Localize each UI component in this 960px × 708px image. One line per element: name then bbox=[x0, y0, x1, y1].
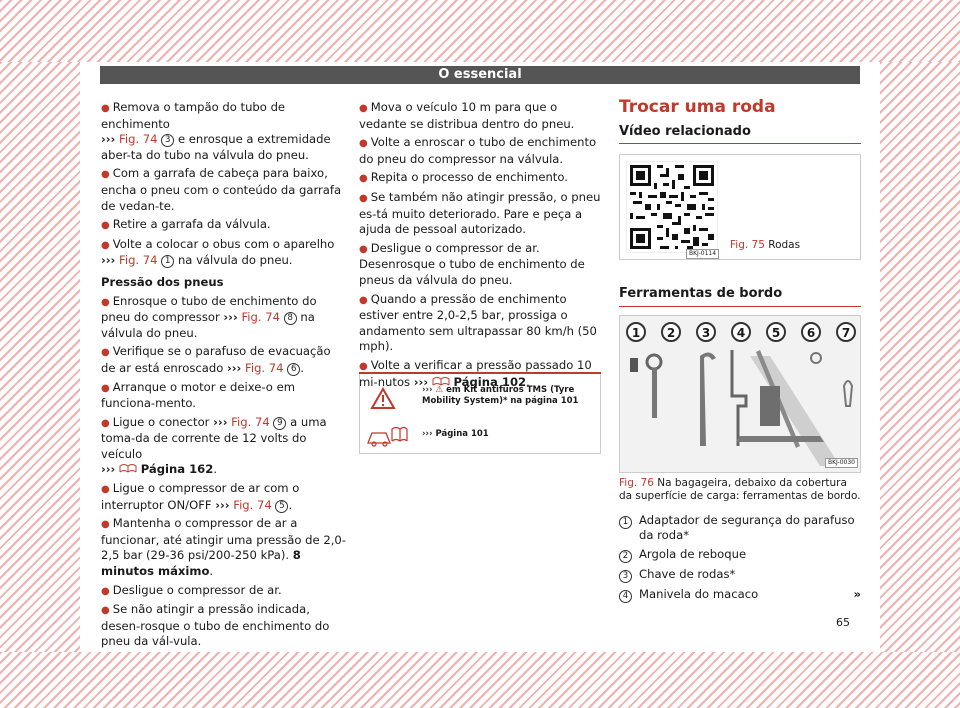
list-item: 1 Adaptador de segurança do parafuso da roda* bbox=[619, 513, 861, 543]
section-title: Trocar uma roda bbox=[619, 97, 776, 117]
step-item: ● Ligue o conector ››› Fig. 74 9 a uma toma-da de corrente de 12 volts do veículo ››› Página 162. bbox=[101, 414, 327, 477]
tool-callout: 1 bbox=[626, 322, 646, 342]
step-item: ● Volte a colocar o obus com o aparelho ››› Fig. 74 1 na válvula do pneu. bbox=[101, 236, 335, 268]
callout-number: 9 bbox=[273, 417, 286, 430]
tool-callout: 7 bbox=[836, 322, 856, 342]
tools-list bbox=[619, 513, 861, 603]
tool-callouts bbox=[626, 322, 856, 342]
continued-marker: » bbox=[853, 586, 861, 601]
figure-caption: Fig. 76 Na bagageira, debaixo da cobertura da superfície de carga: ferramentas de bordo. bbox=[619, 476, 861, 502]
step-item: ● Ligue o compressor de ar com o interruptor ON/OFF ››› Fig. 74 5 . bbox=[101, 481, 300, 512]
figure-link[interactable]: Fig. 74 bbox=[245, 360, 284, 375]
video-section-heading: Vídeo relacionado bbox=[619, 124, 861, 145]
figure-link[interactable]: Fig. 74 bbox=[233, 497, 272, 512]
column-3 bbox=[619, 97, 861, 607]
step-item: ● Se não atingir a pressão indicada, desen-rosque o tubo de enchimento do pneu da vál-vula. bbox=[101, 602, 330, 649]
decorative-hatch-top bbox=[0, 0, 960, 62]
step-item: ● Mova o veículo 10 m para que o vedante se distribua dentro do pneu. bbox=[359, 100, 575, 131]
column-1 bbox=[101, 100, 347, 653]
warning-triangle-icon bbox=[370, 387, 396, 410]
step-item: ● Volte a verificar a pressão passado 10 mi-nutos ››› Página 102. bbox=[359, 357, 592, 389]
step-item: ● Com a garrafa de cabeça para baixo, encha o pneu com o conteúdo da garrafa de vedan-te. bbox=[101, 166, 342, 213]
figure-76 bbox=[619, 315, 861, 473]
tool-callout: 4 bbox=[731, 322, 751, 342]
step-item: ● Se também não atingir pressão, o pneu es-tá muito deteriorado. Pare e peça a ajuda de pessoal autorizado. bbox=[359, 189, 601, 237]
page-number: 65 bbox=[836, 616, 850, 629]
step-item: ● Mantenha o compressor de ar a funcionar, até atingir uma pressão de 2,0-2,5 bar (29-36 psi/200-250 kPa). 8 minutos máximo. bbox=[101, 516, 346, 579]
tool-callout: 5 bbox=[766, 322, 786, 342]
decorative-hatch-left bbox=[0, 62, 80, 652]
figure-code: BKJ-0114 bbox=[686, 249, 719, 259]
tool-callout: 3 bbox=[696, 322, 716, 342]
tool-callout: 2 bbox=[661, 322, 681, 342]
note-link[interactable]: Página 101 bbox=[435, 429, 489, 439]
figure-caption: Fig. 75 Rodas bbox=[730, 239, 801, 252]
figure-link[interactable]: Fig. 74 bbox=[231, 414, 270, 429]
figure-link[interactable]: Fig. 74 bbox=[119, 253, 158, 268]
book-icon bbox=[119, 463, 137, 474]
step-item: ● Retire a garrafa da válvula. bbox=[101, 217, 271, 232]
tool-callout: 6 bbox=[801, 322, 821, 342]
warning-top-rule bbox=[359, 372, 601, 374]
warning-reference: ››› ⚠ em Kit antifuros TMS (Tyre Mobility System)* na página 101 bbox=[422, 385, 579, 406]
column-2 bbox=[359, 100, 605, 393]
step-item: ● Volte a enroscar o tubo de enchimento do pneu do compressor na válvula. bbox=[359, 135, 597, 166]
tools-section-heading: Ferramentas de bordo bbox=[619, 286, 861, 307]
qr-code[interactable] bbox=[626, 161, 718, 253]
figure-link[interactable]: Fig. 74 bbox=[119, 132, 158, 147]
list-item: 3 Chave de rodas* bbox=[619, 567, 861, 583]
callout-number: 1 bbox=[161, 255, 174, 268]
note-reference: ››› Página 101 bbox=[422, 429, 489, 439]
figure-75 bbox=[619, 154, 861, 260]
callout-number: 5 bbox=[275, 500, 288, 513]
callout-number: 6 bbox=[287, 363, 300, 376]
step-item: ● Remova o tampão do tubo de enchimento ››› Fig. 74 3 e enrosque a extremidade aber-ta do tubo na válvula do pneu. bbox=[101, 100, 331, 162]
warning-box bbox=[359, 372, 601, 454]
step-item: ● Desligue o compressor de ar. Desenrosque o tubo de enchimento de pneus da válvula do pneu. bbox=[359, 240, 585, 287]
page-link[interactable]: Página 162 bbox=[140, 462, 214, 477]
step-item: ● Arranque o motor e deixe-o em funciona-mento. bbox=[101, 379, 296, 411]
subheading: Pressão dos pneus bbox=[101, 274, 224, 289]
list-item: 2 Argola de reboque bbox=[619, 547, 861, 563]
list-item: 4 Manivela do macaco » bbox=[619, 587, 861, 603]
decorative-hatch-right bbox=[880, 62, 960, 652]
figure-link[interactable]: Fig. 74 bbox=[241, 310, 280, 325]
decorative-hatch-bottom bbox=[0, 652, 960, 708]
callout-number: 8 bbox=[284, 312, 297, 325]
warning-link[interactable]: em Kit antifuros TMS (Tyre Mobility System)* na página 101 bbox=[422, 385, 579, 406]
step-item: ● Desligue o compressor de ar. bbox=[101, 582, 282, 597]
page-link[interactable]: Página 102 bbox=[453, 374, 527, 389]
step-item: ● Verifique se o parafuso de evacuação de ar está enroscado ››› Fig. 74 6 . bbox=[101, 344, 331, 375]
step-item: ● Enrosque o tubo de enchimento do pneu do compressor ››› Fig. 74 8 na válvula do pneu. bbox=[101, 293, 317, 340]
callout-number: 3 bbox=[161, 134, 174, 147]
chapter-header: O essencial bbox=[100, 66, 860, 84]
step-item: ● Quando a pressão de enchimento estiver entre 2,0-2,5 bar, prossiga o andamento sem ultrapassar 80 km/h (50 mph). bbox=[359, 291, 597, 354]
figure-code: BKJ-0030 bbox=[825, 458, 858, 468]
car-book-icon bbox=[366, 423, 408, 447]
step-item: ● Repita o processo de enchimento. bbox=[359, 170, 568, 185]
